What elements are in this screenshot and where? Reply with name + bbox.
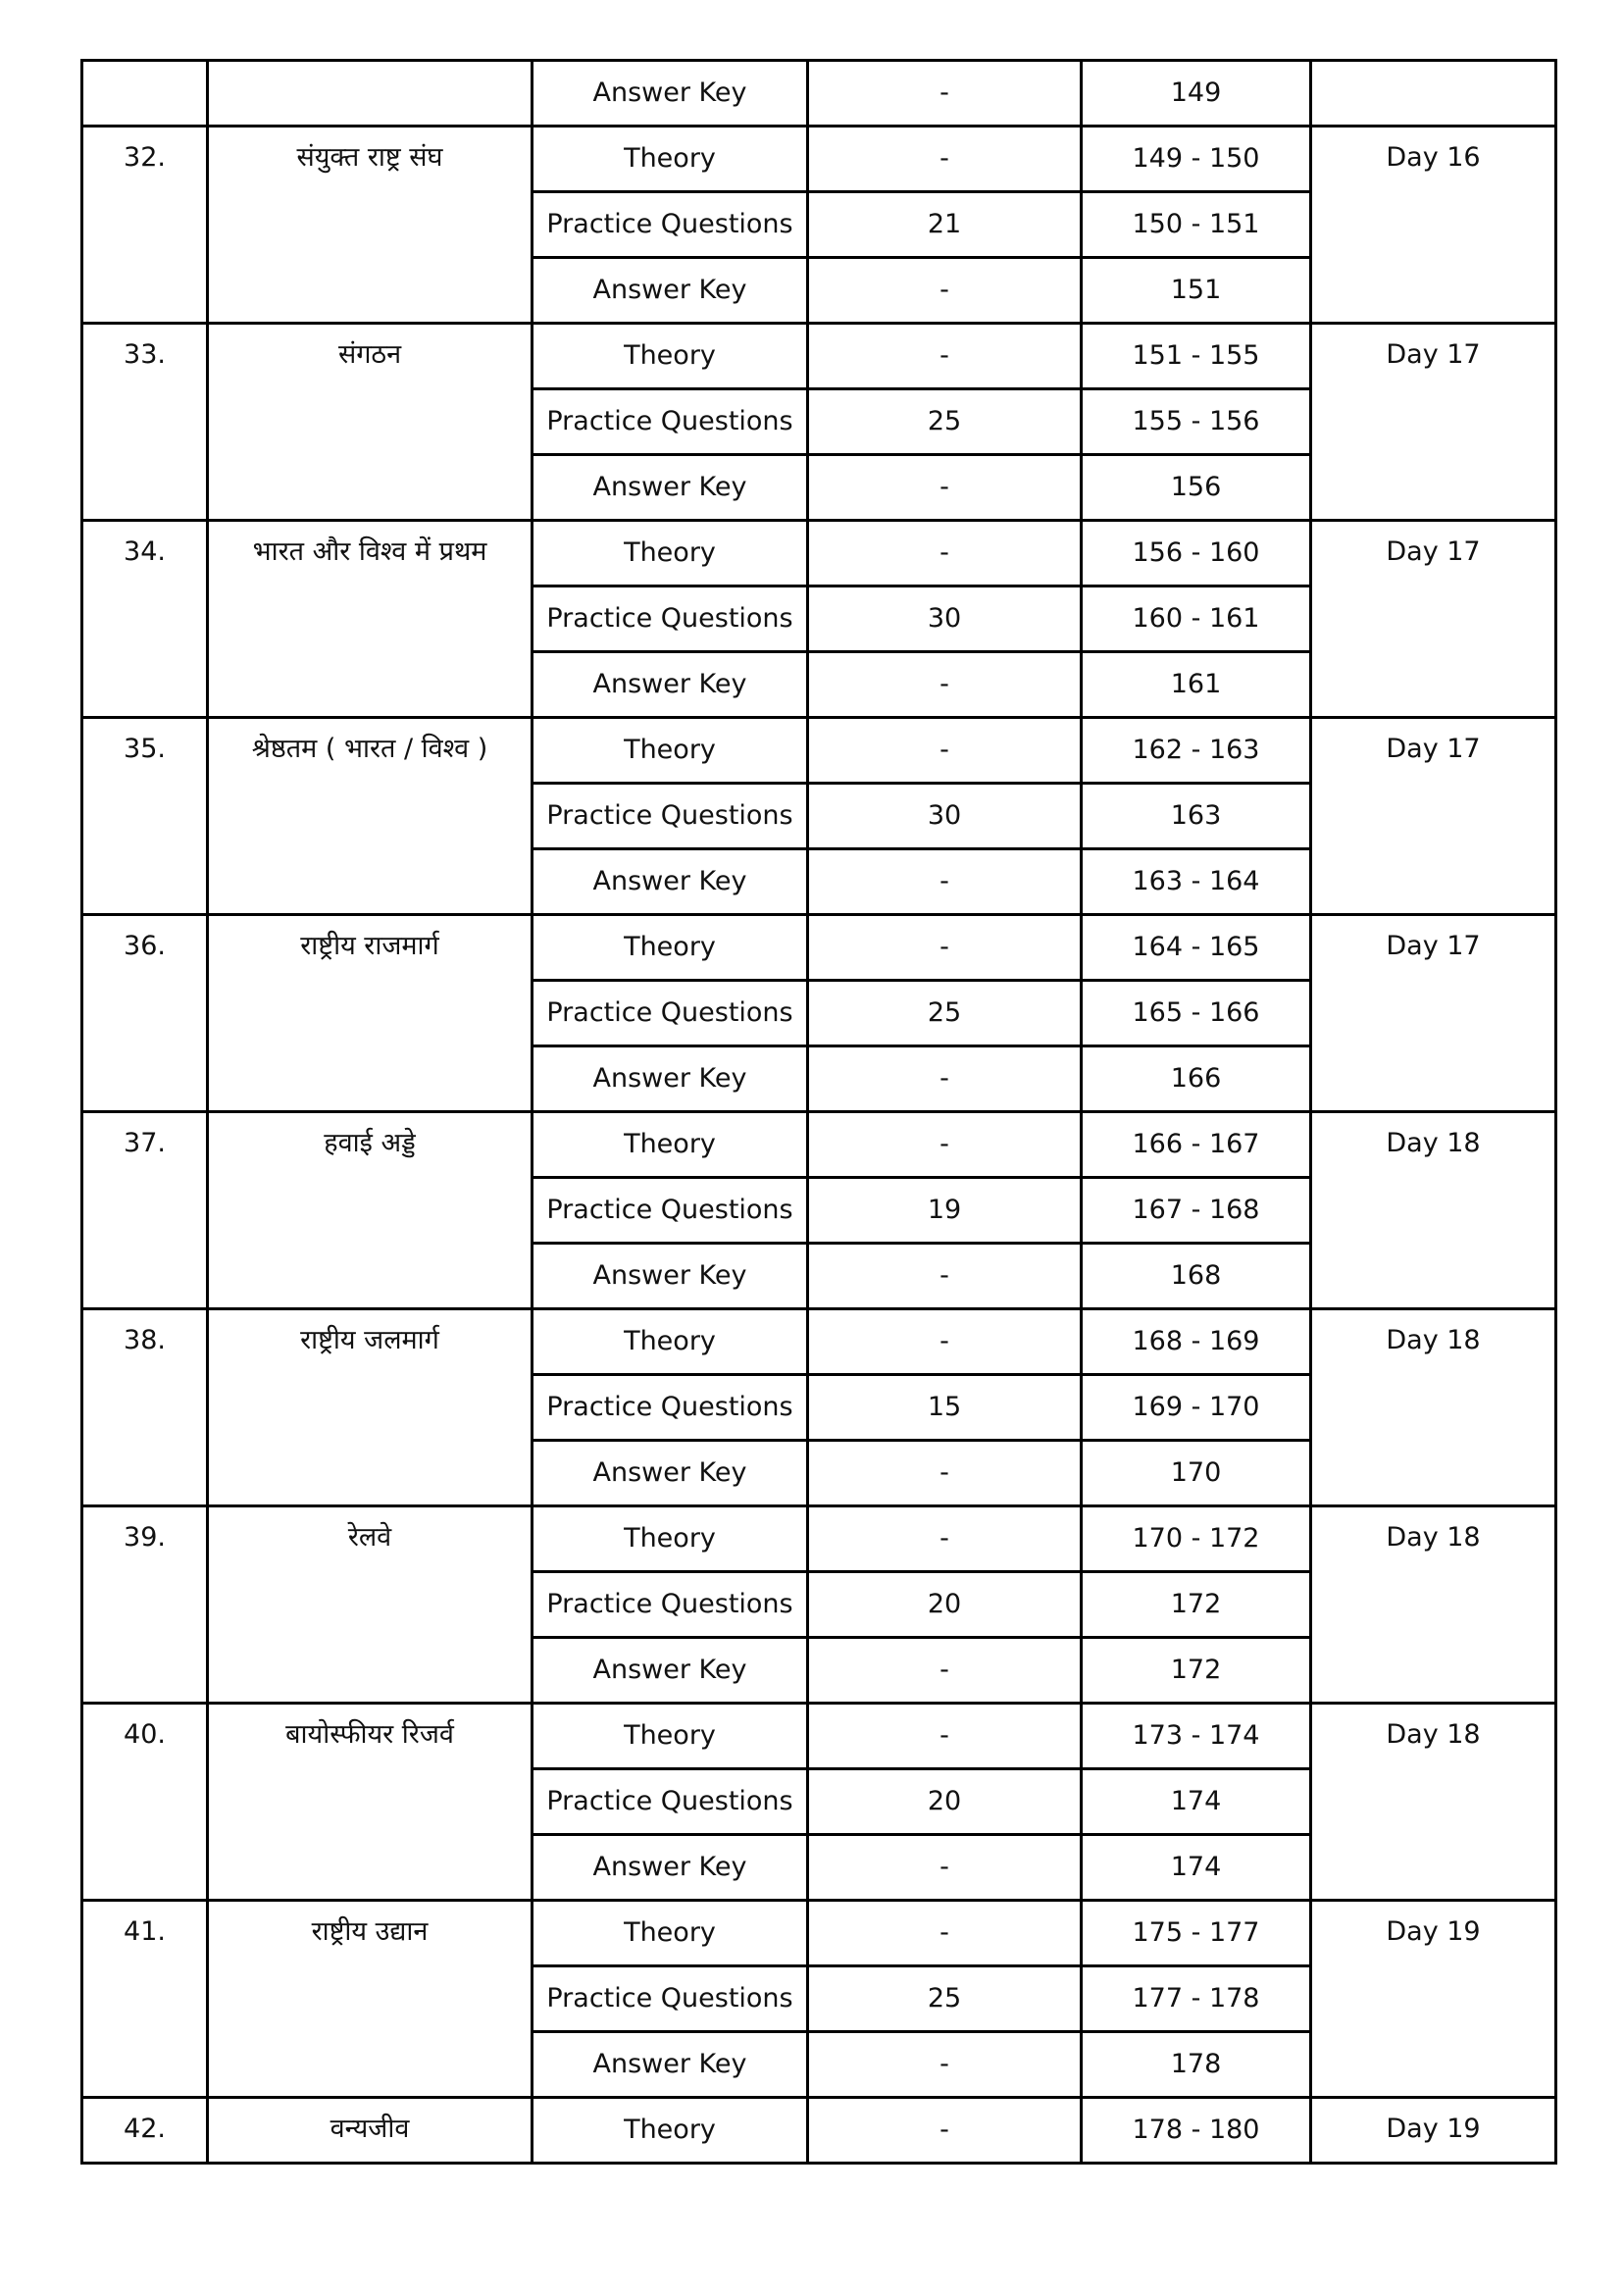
question-count-cell: -: [808, 521, 1082, 586]
content-type-cell: Answer Key: [533, 258, 808, 324]
page-range-cell: 175 - 177: [1082, 1901, 1311, 1966]
topic-number-cell: 38.: [82, 1309, 208, 1506]
content-type-cell: Practice Questions: [533, 1178, 808, 1244]
page-range-cell: 174: [1082, 1835, 1311, 1901]
question-count-cell: -: [808, 455, 1082, 521]
page-range-cell: 164 - 165: [1082, 915, 1311, 981]
content-type-cell: Practice Questions: [533, 1375, 808, 1441]
content-type-cell: Answer Key: [533, 1441, 808, 1506]
table-row: [82, 915, 1556, 981]
page-range-cell: 170: [1082, 1441, 1311, 1506]
topic-name-cell: संगठन: [208, 324, 533, 521]
content-type-cell: Answer Key: [533, 1638, 808, 1704]
question-count-cell: -: [808, 1835, 1082, 1901]
question-count-cell: -: [808, 324, 1082, 389]
topic-name-cell: भारत और विश्व में प्रथम: [208, 521, 533, 718]
page-range-cell: 156 - 160: [1082, 521, 1311, 586]
topic-name-cell: हवाई अड्डे: [208, 1112, 533, 1309]
question-count-cell: -: [808, 1112, 1082, 1178]
page-range-cell: 156: [1082, 455, 1311, 521]
topic-name-cell: बायोस्फीयर रिजर्व: [208, 1704, 533, 1901]
page-range-cell: 163 - 164: [1082, 849, 1311, 915]
content-type-cell: Theory: [533, 1309, 808, 1375]
topic-name-cell: [208, 61, 533, 127]
table-row: [82, 127, 1556, 192]
table-row: [82, 1901, 1556, 1966]
question-count-cell: -: [808, 1901, 1082, 1966]
topic-number-cell: 40.: [82, 1704, 208, 1901]
day-cell: Day 18: [1311, 1506, 1556, 1704]
content-type-cell: Practice Questions: [533, 981, 808, 1046]
syllabus-table-body: [82, 61, 1556, 2164]
question-count-cell: -: [808, 652, 1082, 718]
topic-number-cell: 33.: [82, 324, 208, 521]
topic-number-cell: 35.: [82, 718, 208, 915]
question-count-cell: 20: [808, 1572, 1082, 1638]
content-type-cell: Theory: [533, 1112, 808, 1178]
content-type-cell: Theory: [533, 1506, 808, 1572]
topic-number-cell: 41.: [82, 1901, 208, 2098]
day-cell: Day 17: [1311, 324, 1556, 521]
day-cell: Day 17: [1311, 521, 1556, 718]
day-cell: Day 18: [1311, 1112, 1556, 1309]
topic-number-cell: 42.: [82, 2098, 208, 2164]
topic-number-cell: [82, 61, 208, 127]
page-range-cell: 173 - 174: [1082, 1704, 1311, 1769]
content-type-cell: Answer Key: [533, 1244, 808, 1309]
table-row: [82, 324, 1556, 389]
syllabus-table: [80, 59, 1557, 2165]
question-count-cell: 25: [808, 981, 1082, 1046]
question-count-cell: 30: [808, 586, 1082, 652]
topic-name-cell: श्रेष्ठतम ( भारत / विश्व ): [208, 718, 533, 915]
question-count-cell: -: [808, 1046, 1082, 1112]
day-cell: Day 17: [1311, 718, 1556, 915]
question-count-cell: -: [808, 1309, 1082, 1375]
topic-name-cell: राष्ट्रीय उद्यान: [208, 1901, 533, 2098]
question-count-cell: -: [808, 849, 1082, 915]
page-range-cell: 170 - 172: [1082, 1506, 1311, 1572]
content-type-cell: Answer Key: [533, 61, 808, 127]
question-count-cell: 21: [808, 192, 1082, 258]
question-count-cell: 19: [808, 1178, 1082, 1244]
question-count-cell: 30: [808, 784, 1082, 849]
content-type-cell: Practice Questions: [533, 586, 808, 652]
content-type-cell: Practice Questions: [533, 1966, 808, 2032]
content-type-cell: Theory: [533, 521, 808, 586]
question-count-cell: 25: [808, 389, 1082, 455]
topic-name-cell: राष्ट्रीय जलमार्ग: [208, 1309, 533, 1506]
page-range-cell: 167 - 168: [1082, 1178, 1311, 1244]
day-cell: Day 16: [1311, 127, 1556, 324]
page-range-cell: 177 - 178: [1082, 1966, 1311, 2032]
question-count-cell: -: [808, 1441, 1082, 1506]
page-range-cell: 172: [1082, 1572, 1311, 1638]
question-count-cell: -: [808, 1638, 1082, 1704]
day-cell: [1311, 61, 1556, 127]
page-range-cell: 161: [1082, 652, 1311, 718]
content-type-cell: Answer Key: [533, 1046, 808, 1112]
page-range-cell: 162 - 163: [1082, 718, 1311, 784]
content-type-cell: Practice Questions: [533, 784, 808, 849]
question-count-cell: 15: [808, 1375, 1082, 1441]
page-range-cell: 174: [1082, 1769, 1311, 1835]
page-range-cell: 165 - 166: [1082, 981, 1311, 1046]
table-row: [82, 1112, 1556, 1178]
table-row: [82, 521, 1556, 586]
topic-name-cell: वन्यजीव: [208, 2098, 533, 2164]
content-type-cell: Practice Questions: [533, 389, 808, 455]
content-type-cell: Practice Questions: [533, 192, 808, 258]
content-type-cell: Practice Questions: [533, 1572, 808, 1638]
day-cell: Day 18: [1311, 1704, 1556, 1901]
content-type-cell: Theory: [533, 915, 808, 981]
page-range-cell: 168 - 169: [1082, 1309, 1311, 1375]
content-type-cell: Practice Questions: [533, 1769, 808, 1835]
day-cell: Day 18: [1311, 1309, 1556, 1506]
content-type-cell: Theory: [533, 324, 808, 389]
page-range-cell: 168: [1082, 1244, 1311, 1309]
question-count-cell: -: [808, 718, 1082, 784]
question-count-cell: -: [808, 2098, 1082, 2164]
content-type-cell: Answer Key: [533, 1835, 808, 1901]
topic-number-cell: 32.: [82, 127, 208, 324]
day-cell: Day 19: [1311, 2098, 1556, 2164]
page-range-cell: 169 - 170: [1082, 1375, 1311, 1441]
page-range-cell: 178 - 180: [1082, 2098, 1311, 2164]
page-range-cell: 163: [1082, 784, 1311, 849]
page-range-cell: 166: [1082, 1046, 1311, 1112]
content-type-cell: Theory: [533, 1704, 808, 1769]
question-count-cell: 25: [808, 1966, 1082, 2032]
table-row: [82, 2098, 1556, 2164]
topic-number-cell: 36.: [82, 915, 208, 1112]
question-count-cell: -: [808, 2032, 1082, 2098]
page-range-cell: 155 - 156: [1082, 389, 1311, 455]
content-type-cell: Theory: [533, 2098, 808, 2164]
page-range-cell: 166 - 167: [1082, 1112, 1311, 1178]
content-type-cell: Theory: [533, 1901, 808, 1966]
question-count-cell: -: [808, 1506, 1082, 1572]
topic-number-cell: 34.: [82, 521, 208, 718]
page-range-cell: 150 - 151: [1082, 192, 1311, 258]
content-type-cell: Answer Key: [533, 455, 808, 521]
table-row: [82, 1506, 1556, 1572]
content-type-cell: Theory: [533, 127, 808, 192]
topic-name-cell: संयुक्त राष्ट्र संघ: [208, 127, 533, 324]
day-cell: Day 19: [1311, 1901, 1556, 2098]
page-range-cell: 172: [1082, 1638, 1311, 1704]
topic-number-cell: 39.: [82, 1506, 208, 1704]
question-count-cell: -: [808, 1244, 1082, 1309]
table-row: [82, 61, 1556, 127]
question-count-cell: -: [808, 61, 1082, 127]
table-row: [82, 1309, 1556, 1375]
topic-name-cell: रेलवे: [208, 1506, 533, 1704]
question-count-cell: 20: [808, 1769, 1082, 1835]
day-cell: Day 17: [1311, 915, 1556, 1112]
content-type-cell: Answer Key: [533, 652, 808, 718]
question-count-cell: -: [808, 258, 1082, 324]
topic-number-cell: 37.: [82, 1112, 208, 1309]
page-range-cell: 160 - 161: [1082, 586, 1311, 652]
page-range-cell: 178: [1082, 2032, 1311, 2098]
question-count-cell: -: [808, 1704, 1082, 1769]
table-row: [82, 1704, 1556, 1769]
topic-name-cell: राष्ट्रीय राजमार्ग: [208, 915, 533, 1112]
page-range-cell: 149: [1082, 61, 1311, 127]
page-range-cell: 151 - 155: [1082, 324, 1311, 389]
content-type-cell: Answer Key: [533, 849, 808, 915]
content-type-cell: Theory: [533, 718, 808, 784]
content-type-cell: Answer Key: [533, 2032, 808, 2098]
question-count-cell: -: [808, 127, 1082, 192]
table-row: [82, 718, 1556, 784]
page-range-cell: 149 - 150: [1082, 127, 1311, 192]
question-count-cell: -: [808, 915, 1082, 981]
page-range-cell: 151: [1082, 258, 1311, 324]
